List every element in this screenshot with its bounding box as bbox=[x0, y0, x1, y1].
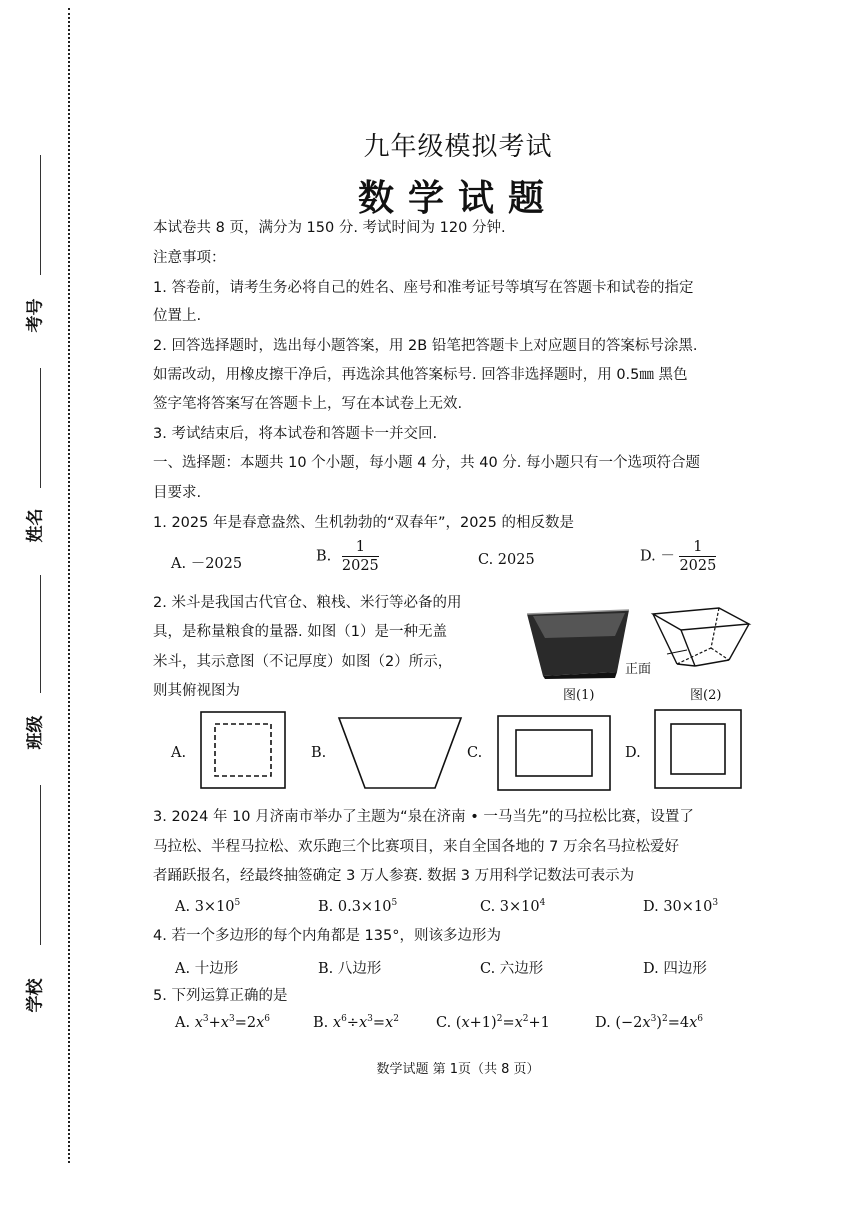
q2-option-a: A. bbox=[171, 745, 187, 761]
q1-d-fraction: $\frac{1}{2025}$ bbox=[679, 539, 717, 574]
notice-1a: 1. 答卷前，请考生务必将自己的姓名、座号和准考证号等填写在答题卡和试卷的指定 bbox=[153, 280, 694, 296]
q4-option-c: C. 六边形 bbox=[480, 961, 544, 977]
q1-option-a: A. －2025 bbox=[171, 556, 243, 572]
q2-option-d-figure bbox=[653, 708, 743, 790]
name-line bbox=[40, 368, 41, 488]
rice-measure-diagram bbox=[649, 606, 753, 672]
intro-line: 本试卷共 8 页，满分为 150 分. 考试时间为 120 分钟. bbox=[153, 220, 506, 236]
q2-line3: 米斗，其示意图（不记厚度）如图（2）所示， bbox=[153, 654, 453, 670]
exam-number-line bbox=[40, 155, 41, 275]
fig2-caption: 图(2) bbox=[690, 688, 722, 703]
notice-2c: 签字笔将答案写在答题卡上，写在本试卷上无效. bbox=[153, 396, 463, 412]
q2-option-c-figure bbox=[496, 714, 612, 792]
q4-option-a: A. 十边形 bbox=[175, 961, 239, 977]
section1-heading: 一、选择题：本题共 10 个小题，每小题 4 分，共 40 分. 每小题只有一个选项符合题 bbox=[153, 455, 700, 471]
notice-heading: 注意事项： bbox=[153, 250, 226, 266]
page-footer: 数学试题 第 1页（共 8 页） bbox=[376, 1062, 540, 1077]
q3-option-a: A. $3\times 10^5$ bbox=[175, 898, 241, 915]
q3-line3: 者踊跃报名，经最终抽签确定 3 万人参赛. 数据 3 万用科学记数法可表示为 bbox=[153, 868, 635, 884]
notice-2a: 2. 回答选择题时，选出每小题答案，用 2B 铅笔把答题卡上对应题目的答案标号涂黑. bbox=[153, 338, 698, 354]
q3-line2: 马拉松、半程马拉松、欢乐跑三个比赛项目，来自全国各地的 7 万余名马拉松爱好 bbox=[153, 839, 679, 855]
exam-title: 九年级模拟考试 bbox=[363, 132, 553, 162]
notice-3: 3. 考试结束后，将本试卷和答题卡一并交回. bbox=[153, 426, 438, 442]
notice-2b: 如需改动，用橡皮擦干净后，再选涂其他答案标号. 回答非选择题时，用 0.5㎜ 黑色 bbox=[153, 367, 688, 383]
q2-option-a-figure bbox=[199, 710, 287, 790]
q1-b-fraction: $\frac{1}{2025}$ bbox=[341, 539, 379, 574]
q3-option-b: B. $0.3\times 10^5$ bbox=[318, 898, 398, 915]
school-line bbox=[40, 785, 41, 945]
q5-option-d: D. $(-2x^3)^2=4x^6$ bbox=[595, 1014, 703, 1031]
class-line bbox=[40, 575, 41, 693]
q2-line4: 则其俯视图为 bbox=[153, 683, 240, 699]
fig1-caption: 图(1) bbox=[563, 688, 595, 703]
q3-option-c: C. $3\times 10^4$ bbox=[480, 898, 546, 915]
q5-option-c: C. $(x+1)^2=x^2+1$ bbox=[436, 1014, 550, 1031]
binding-dotted-line bbox=[68, 8, 70, 1163]
q5-option-b: B. $x^6\div x^3=x^2$ bbox=[313, 1014, 399, 1031]
subject-title: 数学试题 bbox=[357, 177, 558, 219]
q2-line2: 具，是称量粮食的量器. 如图（1）是一种无盖 bbox=[153, 624, 447, 640]
rice-measure-photo bbox=[525, 606, 633, 680]
q5-option-a: A. $x^3+x^3=2x^6$ bbox=[175, 1014, 270, 1031]
q1-stem: 1. 2025 年是春意盎然、生机勃勃的“双春年”，2025 的相反数是 bbox=[153, 515, 574, 531]
q4-stem: 4. 若一个多边形的每个内角都是 135°，则该多边形为 bbox=[153, 928, 501, 944]
q2-option-c: C. bbox=[467, 745, 483, 761]
q2-line1: 2. 米斗是我国古代官仓、粮栈、米行等必备的用 bbox=[153, 595, 462, 611]
q1-option-d: D. － $\frac{1}{2025}$ bbox=[640, 539, 717, 574]
q1-option-c: C. 2025 bbox=[478, 552, 535, 568]
q4-option-b: B. 八边形 bbox=[318, 961, 382, 977]
q5-stem: 5. 下列运算正确的是 bbox=[153, 988, 288, 1004]
school-label: 学校 bbox=[25, 978, 46, 1013]
q2-option-b: B. bbox=[311, 745, 327, 761]
notice-1b: 位置上. bbox=[153, 308, 202, 324]
name-label: 姓名 bbox=[25, 508, 46, 543]
q2-option-d: D. bbox=[625, 745, 641, 761]
q2-option-b-figure bbox=[337, 716, 463, 790]
q3-line1: 3. 2024 年 10 月济南市举办了主题为“泉在济南 • 一马当先”的马拉松比赛，设置了 bbox=[153, 809, 694, 825]
q4-option-d: D. 四边形 bbox=[643, 961, 707, 977]
class-label: 班级 bbox=[25, 715, 46, 750]
section1-heading-cont: 目要求. bbox=[153, 485, 202, 501]
q1-option-b: B. $\frac{1}{2025}$ bbox=[316, 539, 379, 574]
exam-number-label: 考号 bbox=[25, 298, 46, 333]
q3-option-d: D. $30\times 10^3$ bbox=[643, 898, 719, 915]
front-label: 正面 bbox=[625, 662, 652, 677]
